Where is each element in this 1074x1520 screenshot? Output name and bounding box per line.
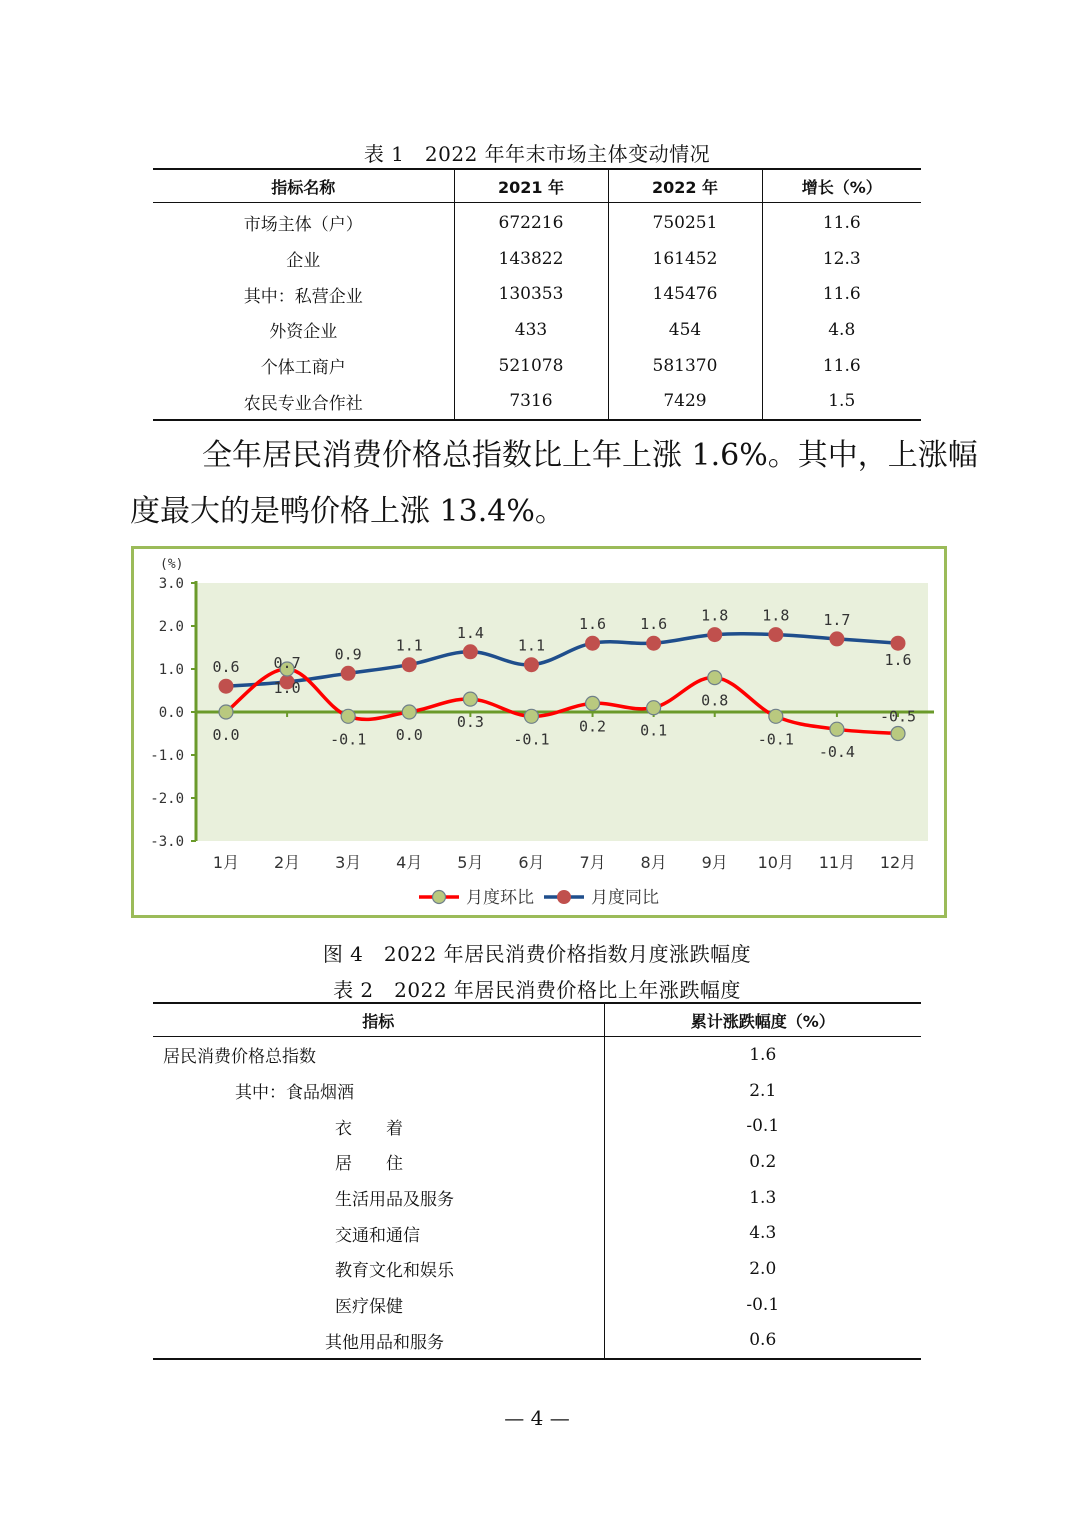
table-cell: 2.0 (604, 1251, 921, 1287)
table-row (153, 1215, 921, 1251)
data-label-yoy: 1.6 (884, 651, 912, 670)
table-cell: 7429 (608, 383, 762, 420)
table-row (153, 1251, 921, 1287)
table-cell: 581370 (608, 348, 762, 384)
table-cell: 衣 着 (335, 1118, 403, 1139)
series-point-yoy (646, 636, 661, 651)
table-row (153, 1073, 921, 1109)
x-tick-label: 9月 (701, 853, 728, 872)
table-cell: 433 (454, 312, 608, 348)
table-cell: 1.5 (762, 383, 921, 420)
table-row (153, 203, 921, 241)
table1-header-row (153, 169, 921, 203)
data-label-mom: -0.1 (513, 730, 550, 749)
table-cell: 145476 (608, 276, 762, 312)
table-cell: 161452 (608, 241, 762, 277)
x-tick-label: 8月 (640, 853, 667, 872)
series-point-yoy (768, 627, 783, 642)
series-point-mom (524, 709, 538, 723)
series-point-yoy (891, 636, 906, 651)
figure4-caption: 图 4 2022 年居民消费价格指数月度涨跌幅度 (322, 942, 752, 966)
table-cell: 医疗保健 (335, 1297, 403, 1318)
table-cell: 外资企业 (269, 322, 338, 343)
series-point-mom (586, 696, 600, 710)
y-tick-label: 3.0 (158, 576, 184, 592)
data-label-mom: 0.0 (395, 726, 423, 744)
table-row (153, 1037, 921, 1073)
table-row (153, 1287, 921, 1323)
table-cell: 市场主体（户） (243, 215, 363, 236)
table-cell: 居 住 (335, 1154, 403, 1175)
y-tick-label: -2.0 (150, 791, 184, 807)
table-cell: 其中：私营企业 (243, 286, 363, 307)
table-cell: 0.2 (604, 1144, 921, 1180)
series-point-mom (341, 709, 355, 723)
table2-header: 累计涨跌幅度（%） (604, 1003, 921, 1037)
series-point-mom (891, 727, 905, 741)
table-cell: 521078 (454, 348, 608, 384)
legend-marker-yoy (557, 890, 571, 904)
table-cell: 130353 (454, 276, 608, 312)
x-tick-label: 11月 (818, 853, 856, 872)
table-cell: 454 (608, 312, 762, 348)
table-row (153, 1180, 921, 1216)
table-row (153, 1144, 921, 1180)
cpi-line-chart (134, 549, 944, 915)
x-tick-label: 5月 (457, 853, 484, 872)
y-tick-label: 2.0 (158, 619, 184, 635)
data-label-yoy: 1.1 (517, 636, 546, 655)
table-row (153, 348, 921, 384)
x-tick-label: 2月 (273, 853, 301, 872)
table2 (153, 1002, 921, 1360)
table-cell: -0.1 (604, 1287, 921, 1323)
x-tick-label: 4月 (396, 853, 423, 872)
series-point-mom (219, 705, 233, 719)
table-cell: 1.6 (604, 1037, 921, 1073)
data-label-mom: 0.0 (212, 726, 240, 744)
table-cell: 143822 (454, 241, 608, 277)
table-row (153, 276, 921, 312)
data-label-mom: 0.2 (578, 717, 607, 736)
data-label-yoy: 0.6 (212, 658, 240, 677)
paragraph-line: 全年居民消费价格总指数比上年上涨 1.6%。其中，上涨幅 (202, 438, 978, 473)
series-point-mom (463, 692, 477, 706)
table-row (153, 312, 921, 348)
table1-header: 2022 年 (608, 169, 762, 203)
table1-header: 增长（%） (762, 169, 921, 203)
series-point-mom (769, 709, 783, 723)
series-point-mom (708, 671, 722, 685)
data-label-yoy: 1.6 (640, 615, 668, 634)
series-point-yoy (341, 666, 356, 681)
data-label-yoy: 1.1 (395, 636, 423, 655)
table-row (153, 1108, 921, 1144)
table-cell: 11.6 (762, 203, 921, 241)
table-cell: 7316 (454, 383, 608, 420)
body-paragraph (130, 428, 978, 540)
table-cell: 其他用品和服务 (325, 1332, 444, 1353)
table-cell: 750251 (608, 203, 762, 241)
table-cell: 企业 (286, 251, 321, 272)
table-cell: 4.8 (762, 312, 921, 348)
data-label-yoy: 1.8 (762, 606, 790, 625)
table-cell: 12.3 (762, 241, 921, 277)
table-cell: 0.6 (604, 1323, 921, 1360)
series-point-yoy (402, 657, 417, 672)
table-cell: -0.1 (604, 1108, 921, 1144)
legend-label-mom: 月度环比 (466, 888, 534, 908)
legend-label-yoy: 月度同比 (591, 888, 659, 908)
table-row (153, 383, 921, 420)
y-tick-label: -3.0 (150, 834, 184, 850)
table2-header: 指标 (362, 1011, 395, 1031)
table1-header: 2021 年 (454, 169, 608, 203)
cpi-chart-frame (131, 546, 947, 918)
data-label-mom: -0.4 (818, 743, 855, 762)
series-point-yoy (219, 679, 234, 694)
table-cell: 672216 (454, 203, 608, 241)
data-label-yoy: 1.6 (578, 615, 607, 634)
table-cell: 教育文化和娱乐 (335, 1261, 454, 1282)
table-cell: 个体工商户 (260, 358, 346, 379)
data-label-yoy: 1.7 (823, 610, 851, 629)
page-number: — 4 — (504, 1406, 570, 1430)
series-point-yoy (463, 644, 478, 659)
x-tick-label: 6月 (518, 853, 545, 872)
table-cell: 11.6 (762, 348, 921, 384)
x-tick-label: 10月 (757, 853, 795, 872)
legend-marker-mom (433, 891, 446, 904)
table-cell: 交通和通信 (335, 1225, 420, 1246)
data-label-yoy: 0.9 (334, 645, 362, 664)
table-row (153, 241, 921, 277)
series-point-yoy (524, 657, 539, 672)
table2-header-row (153, 1003, 921, 1037)
data-label-mom: -0.1 (330, 730, 367, 749)
data-label-yoy: 1.8 (701, 606, 729, 625)
data-label-mom: 1.0 (273, 679, 301, 697)
table-cell: 农民专业合作社 (243, 393, 363, 414)
data-label-mom: 0.3 (456, 713, 484, 732)
x-tick-label: 1月 (212, 853, 240, 872)
series-point-yoy (829, 631, 844, 646)
table1-caption: 表 1 2022 年年末市场主体变动情况 (363, 142, 711, 166)
y-tick-label: 0.0 (158, 705, 184, 721)
data-label-mom: -0.5 (879, 707, 917, 726)
data-label-yoy: 0.7 (273, 653, 301, 672)
series-point-yoy (707, 627, 722, 642)
table1 (153, 168, 921, 421)
table-cell: 11.6 (762, 276, 921, 312)
table-cell: 其中：食品烟酒 (235, 1083, 354, 1104)
series-point-mom (402, 705, 416, 719)
y-unit-label: (%) (160, 557, 184, 572)
paragraph-line: 度最大的是鸭价格上涨 13.4%。 (130, 494, 565, 529)
table-cell: 1.3 (604, 1180, 921, 1216)
x-tick-label: 3月 (335, 853, 362, 872)
data-label-mom: 0.8 (701, 691, 729, 710)
table-cell: 居民消费价格总指数 (163, 1047, 316, 1068)
series-point-mom (830, 722, 844, 736)
y-tick-label: 1.0 (158, 662, 184, 678)
table-cell: 4.3 (604, 1215, 921, 1251)
table2-caption: 表 2 2022 年居民消费价格比上年涨跌幅度 (333, 978, 741, 1002)
series-point-yoy (585, 636, 600, 651)
table-cell: 2.1 (604, 1073, 921, 1109)
x-tick-label: 12月 (879, 853, 917, 872)
table-cell: 生活用品及服务 (335, 1190, 454, 1211)
series-point-mom (647, 701, 661, 715)
data-label-yoy: 1.4 (456, 623, 484, 642)
table1-header: 指标名称 (271, 177, 336, 197)
x-tick-label: 7月 (579, 853, 606, 872)
data-label-mom: -0.1 (757, 730, 794, 749)
y-tick-label: -1.0 (150, 748, 184, 764)
data-label-mom: 0.1 (640, 721, 668, 740)
table-row (153, 1323, 921, 1360)
